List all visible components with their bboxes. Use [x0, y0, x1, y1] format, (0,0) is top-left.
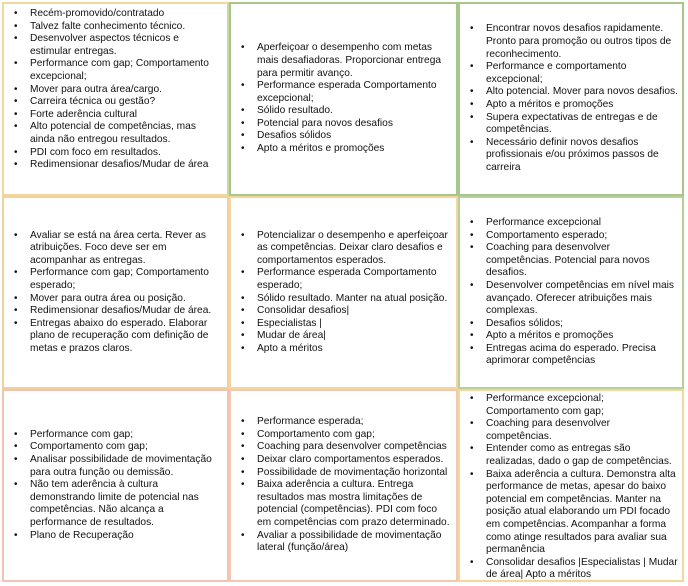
bullet-item: • Consolidar desafios|: [237, 305, 452, 318]
matrix-cell-r2c1: [2, 196, 229, 389]
bullet-item: • Comportamento com gap;: [237, 429, 452, 442]
bullet-item: • Avaliar a possibilidade de movimentação lateral (função/área): [237, 530, 452, 555]
bullet-item: • Performance com gap;: [10, 429, 223, 442]
bullet-item: • Carreira técnica ou gestão?: [10, 96, 223, 109]
bullet-item: • Desenvolver competências em nível mais avançado. Oferecer atribuições mais complexas.: [466, 280, 678, 318]
bullet-item: • Forte aderência cultural: [10, 109, 223, 122]
cell-bullet-list: [10, 429, 223, 542]
bullet-item: • Performance excepcional: [466, 217, 678, 230]
bullet-item: • Deixar claro comportamentos esperados.: [237, 454, 452, 467]
bullet-item: • Potencial para novos desafios: [237, 118, 452, 131]
bullet-item: • Desenvolver aspectos técnicos e estimular entregas.: [10, 33, 223, 58]
bullet-item: • Avaliar se está na área certa. Rever as atribuições. Foco deve ser em acompanhar as entregas.: [10, 230, 223, 268]
bullet-item: • Sólido resultado. Manter na atual posição.: [237, 293, 452, 306]
bullet-item: • Entregas acima do esperado. Precisa aprimorar competências: [466, 343, 678, 368]
bullet-item: • Aperfeiçoar o desempenho com metas mais desafiadoras. Proporcionar entrega para permitir avanço.: [237, 42, 452, 80]
bullet-item: • Comportamento com gap;: [10, 441, 223, 454]
bullet-item: • Performance esperada Comportamento excepcional;: [237, 80, 452, 105]
bullet-item: • Possibilidade de movimentação horizontal: [237, 467, 452, 480]
bullet-item: • Mover para outra área ou posição.: [10, 293, 223, 306]
bullet-item: • Necessário definir novos desafios profissionais e/ou próximos passos de carreira: [466, 137, 678, 175]
bullet-item: • Desafios sólidos;: [466, 318, 678, 331]
bullet-item: • Redimensionar desafios/Mudar de área.: [10, 305, 223, 318]
bullet-item: • Desafios sólidos: [237, 130, 452, 143]
bullet-item: • Potencializar o desempenho e aperfeiçoar as competências. Deixar claro desafios e comportamentos esperados.: [237, 230, 452, 268]
matrix-cell-r1c3: [458, 2, 684, 196]
bullet-item: • Redimensionar desafios/Mudar de área: [10, 159, 223, 172]
bullet-item: • Alto potencial de competências, mas ainda não entregou resultados.: [10, 121, 223, 146]
bullet-item: • Performance esperada;: [237, 416, 452, 429]
talent-matrix-grid: [2, 2, 686, 582]
bullet-item: • Recém-promovido/contratado: [10, 8, 223, 21]
matrix-cell-r3c1: [2, 389, 229, 582]
bullet-item: • Encontrar novos desafios rapidamente. Pronto para promoção ou outros tipos de reconhecimento.: [466, 23, 678, 61]
bullet-item: • Alto potencial. Mover para novos desafios.: [466, 86, 678, 99]
bullet-item: • Performance esperada Comportamento esperado;: [237, 267, 452, 292]
bullet-item: • Performance com gap; Comportamento esperado;: [10, 267, 223, 292]
bullet-item: • Mudar de área|: [237, 330, 452, 343]
bullet-item: • Apto a méritos e promoções: [237, 143, 452, 156]
bullet-item: • Coaching para desenvolver competências.: [466, 418, 678, 443]
cell-bullet-list: [466, 393, 678, 582]
bullet-item: • Baixa aderência a cultura. Demonstra alta performance de metas, apesar do baixo potencial em competências. Manter na posição atual elaborando um PDI focado em competências. Acompanhar a forma como atinge resultados para avaliar sua permanência: [466, 469, 678, 557]
bullet-item: • Performance excepcional; Comportamento com gap;: [466, 393, 678, 418]
cell-bullet-list: [237, 416, 452, 555]
bullet-item: • Mover para outra área/cargo.: [10, 84, 223, 97]
bullet-item: • PDI com foco em resultados.: [10, 147, 223, 160]
bullet-item: • Apto a méritos: [237, 343, 452, 356]
bullet-item: • Não tem aderência à cultura demonstrando limite de potencial nas competências. Não alcança a performance de resultados.: [10, 479, 223, 529]
bullet-item: • Sólido resultado.: [237, 105, 452, 118]
matrix-cell-r3c3: [458, 389, 684, 582]
bullet-item: • Performance e comportamento excepcional;: [466, 61, 678, 86]
cell-bullet-list: [10, 8, 223, 172]
bullet-item: • Plano de Recuperação: [10, 530, 223, 543]
bullet-item: • Coaching para desenvolver competências. Potencial para novos desafios.: [466, 242, 678, 280]
cell-bullet-list: [237, 42, 452, 155]
bullet-item: • Consolidar desafios |Especialistas | Mudar de área| Apto a méritos: [466, 557, 678, 582]
bullet-item: • Analisar possibilidade de movimentação para outra função ou demissão.: [10, 454, 223, 479]
cell-bullet-list: [466, 217, 678, 368]
cell-bullet-list: [466, 23, 678, 174]
bullet-item: • Talvez falte conhecimento técnico.: [10, 21, 223, 34]
bullet-item: • Apto a méritos e promoções: [466, 99, 678, 112]
bullet-item: • Especialistas |: [237, 318, 452, 331]
bullet-item: • Entregas abaixo do esperado. Elaborar plano de recuperação com definição de metas e prazos claros.: [10, 318, 223, 356]
bullet-item: • Entender como as entregas são realizadas, dado o gap de competências.: [466, 443, 678, 468]
matrix-cell-r2c2: [229, 196, 458, 389]
bullet-item: • Performance com gap; Comportamento excepcional;: [10, 58, 223, 83]
matrix-cell-r1c2: [229, 2, 458, 196]
bullet-item: • Coaching para desenvolver competências: [237, 441, 452, 454]
matrix-cell-r3c2: [229, 389, 458, 582]
bullet-item: • Supera expectativas de entregas e de competências.: [466, 112, 678, 137]
bullet-item: • Comportamento esperado;: [466, 230, 678, 243]
matrix-cell-r1c1: [2, 2, 229, 196]
cell-bullet-list: [10, 230, 223, 356]
bullet-item: • Apto a méritos e promoções: [466, 330, 678, 343]
cell-bullet-list: [237, 230, 452, 356]
bullet-item: • Baixa aderência a cultura. Entrega resultados mas mostra limitações de potencial (competências). PDI com foco em competências com prazo determinado.: [237, 479, 452, 529]
matrix-cell-r2c3: [458, 196, 684, 389]
